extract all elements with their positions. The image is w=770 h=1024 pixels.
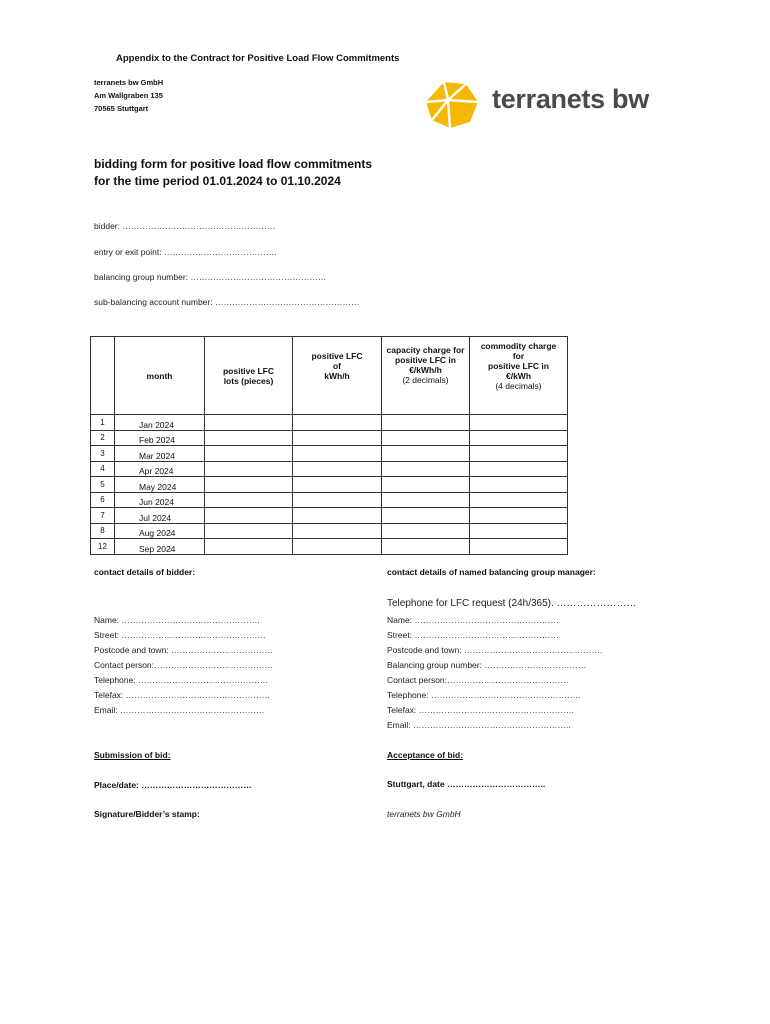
- manager-street-field[interactable]: Street: ……………………………………………: [387, 630, 559, 640]
- table-row: 7 Jul 2024: [91, 508, 568, 524]
- lots-cell[interactable]: [205, 415, 293, 431]
- lots-cell[interactable]: [205, 446, 293, 462]
- capacity-cell[interactable]: [382, 492, 470, 508]
- commodity-cell[interactable]: [470, 523, 568, 539]
- commodity-cell[interactable]: [470, 430, 568, 446]
- table-header-row: [91, 337, 568, 415]
- capacity-cell[interactable]: [382, 415, 470, 431]
- capacity-cell[interactable]: [382, 477, 470, 493]
- capacity-cell[interactable]: [382, 508, 470, 524]
- manager-telefax-field[interactable]: Telefax: ……………………………………………….: [387, 705, 575, 715]
- capacity-cell[interactable]: [382, 539, 470, 555]
- telephone-lfc-field[interactable]: Telephone for LFC request (24h/365). ……………………: [387, 598, 637, 609]
- kwh-cell[interactable]: [293, 492, 382, 508]
- header-commodity: commodity charge for positive LFC in €/kWh (4 decimals): [470, 337, 568, 415]
- entry-exit-field[interactable]: entry or exit point: ………………………………….: [94, 247, 277, 257]
- manager-email-field[interactable]: Email: ………………………………………………..: [387, 720, 571, 730]
- bidder-email-field[interactable]: Email: ……………………………………………: [94, 705, 265, 715]
- manager-telephone-field[interactable]: Telephone: ……………………………………………..: [387, 690, 581, 700]
- table-row: 5 May 2024: [91, 477, 568, 493]
- table-row: 1 Jan 2024: [91, 415, 568, 431]
- bidder-telephone-field[interactable]: Telephone: ……………………………………….: [94, 675, 268, 685]
- table-row: 3 Mar 2024: [91, 446, 568, 462]
- kwh-cell[interactable]: [293, 461, 382, 477]
- form-title-line1: bidding form for positive load flow commitments: [94, 157, 373, 171]
- commodity-cell[interactable]: [470, 539, 568, 555]
- lots-cell[interactable]: [205, 430, 293, 446]
- submission-title: Submission of bid:: [94, 750, 171, 760]
- lots-cell[interactable]: [205, 477, 293, 493]
- address-street: Am Wallgraben 135: [94, 91, 163, 100]
- acceptance-company: terranets bw GmbH: [387, 809, 461, 819]
- terranets-logo-icon: [420, 78, 484, 135]
- capacity-cell[interactable]: [382, 446, 470, 462]
- lots-cell[interactable]: [205, 492, 293, 508]
- commodity-cell[interactable]: [470, 415, 568, 431]
- bidder-name-field[interactable]: Name: ………………………………………….: [94, 615, 260, 625]
- lots-cell[interactable]: [205, 539, 293, 555]
- manager-contact-person-field[interactable]: Contact person:…………………………………….: [387, 675, 569, 685]
- bidder-telefax-field[interactable]: Telefax: ……………………………………………: [94, 690, 271, 700]
- kwh-cell[interactable]: [293, 446, 382, 462]
- place-date-field[interactable]: Place/date: …………………………………: [94, 780, 252, 790]
- logo-text: terranets bw: [492, 84, 649, 114]
- address-company: terranets bw GmbH: [94, 78, 164, 87]
- balancing-group-field[interactable]: balancing group number: …………………………………………: [94, 272, 327, 282]
- table-row: 8 Aug 2024: [91, 523, 568, 539]
- capacity-cell[interactable]: [382, 461, 470, 477]
- table-row: 6 Jun 2024: [91, 492, 568, 508]
- commodity-cell[interactable]: [470, 492, 568, 508]
- stuttgart-date-field[interactable]: Stuttgart, date ……………………………..: [387, 779, 546, 789]
- bidder-street-field[interactable]: Street: ……………………………………………: [94, 630, 266, 640]
- capacity-cell[interactable]: [382, 523, 470, 539]
- signature-label: Signature/Bidder’s stamp:: [94, 809, 200, 819]
- manager-balancing-group-field[interactable]: Balancing group number: ………………………………: [387, 660, 587, 670]
- bidder-contact-person-field[interactable]: Contact person:……………………………………: [94, 660, 274, 670]
- lots-cell[interactable]: [205, 523, 293, 539]
- kwh-cell[interactable]: [293, 477, 382, 493]
- lots-cell[interactable]: [205, 508, 293, 524]
- kwh-cell[interactable]: [293, 430, 382, 446]
- lots-cell[interactable]: [205, 461, 293, 477]
- commodity-cell[interactable]: [470, 446, 568, 462]
- kwh-cell[interactable]: [293, 523, 382, 539]
- commodity-cell[interactable]: [470, 477, 568, 493]
- manager-postcode-field[interactable]: Postcode and town: ………………………………………….: [387, 645, 603, 655]
- header-capacity: capacity charge for positive LFC in €/kWh/h (2 decimals): [382, 337, 470, 415]
- form-title-line2: for the time period 01.01.2024 to 01.10.2024: [94, 174, 341, 188]
- commodity-cell[interactable]: [470, 461, 568, 477]
- header-month: month: [115, 337, 205, 415]
- bidder-contact-title: contact details of bidder:: [94, 567, 196, 577]
- kwh-cell[interactable]: [293, 508, 382, 524]
- table-row: 12 Sep 2024: [91, 539, 568, 555]
- manager-name-field[interactable]: Name: ……………………………………………: [387, 615, 559, 625]
- manager-contact-title: contact details of named balancing group manager:: [387, 567, 596, 577]
- sub-balancing-field[interactable]: sub-balancing account number: ……………………………………………: [94, 297, 360, 307]
- table-row: 2 Feb 2024: [91, 430, 568, 446]
- header-kwh: positive LFC of kWh/h: [293, 337, 382, 415]
- acceptance-title: Acceptance of bid:: [387, 750, 464, 760]
- kwh-cell[interactable]: [293, 539, 382, 555]
- document-title: Appendix to the Contract for Positive Load Flow Commitments: [116, 53, 400, 64]
- header-lots: positive LFC lots (pieces): [205, 337, 293, 415]
- table-row: 4 Apr 2024: [91, 461, 568, 477]
- bidder-field[interactable]: bidder: ………………………………………………: [94, 221, 276, 231]
- capacity-cell[interactable]: [382, 430, 470, 446]
- address-city: 70565 Stuttgart: [94, 104, 149, 113]
- bid-table: [90, 336, 568, 555]
- bidder-postcode-field[interactable]: Postcode and town: ………………………………: [94, 645, 274, 655]
- header-num: [91, 337, 115, 415]
- commodity-cell[interactable]: [470, 508, 568, 524]
- kwh-cell[interactable]: [293, 415, 382, 431]
